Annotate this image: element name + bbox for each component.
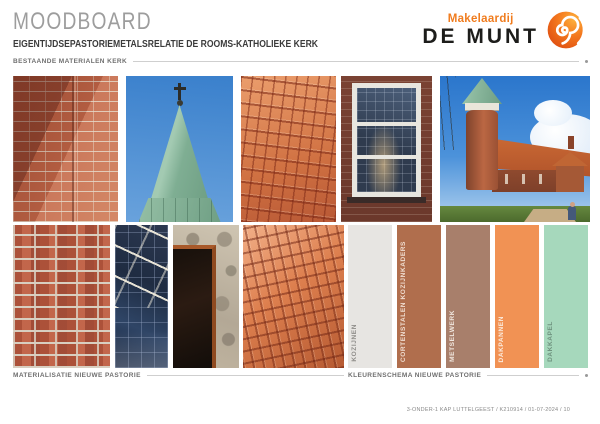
spire-base <box>139 198 221 222</box>
glazing-bars <box>115 225 168 308</box>
color-scheme-swatches <box>348 225 588 368</box>
section-rule-line <box>133 61 579 62</box>
church-windows <box>496 174 552 184</box>
section-label-colorscheme: KLEURENSCHEMA NIEUWE PASTORIE <box>348 371 482 379</box>
window-sill <box>347 197 426 203</box>
logo-de-munt-text: DE MUNT <box>422 24 539 48</box>
person <box>568 206 576 220</box>
swatch-label-dakpannen: DAKPANNEN <box>498 315 505 362</box>
glass-reflection <box>115 331 168 368</box>
section-label-materialisation: MATERIALISATIE NIEUWE PASTORIE <box>13 371 141 379</box>
logo-makelaardij-text: Makelaardij <box>447 12 514 25</box>
photo-red-brick-texture <box>13 225 110 368</box>
photo-leaded-window-brick-wall <box>341 76 432 222</box>
page-title: MOODBOARD <box>13 8 152 35</box>
swatch-label-metselwerk: METSELWERK <box>449 310 456 362</box>
section-existing-materials <box>13 57 588 65</box>
church-chimney <box>568 136 574 149</box>
round-brick-tower <box>466 110 498 190</box>
spiral-coin-icon <box>546 10 586 50</box>
section-rule-line <box>487 375 579 376</box>
company-logo <box>422 10 586 50</box>
spire-cone <box>146 105 214 199</box>
cross-icon <box>174 87 186 90</box>
tower-cone-roof <box>462 78 502 104</box>
section-colorscheme <box>348 371 588 379</box>
rule-end-marker <box>585 60 588 63</box>
window-mullion <box>357 122 416 126</box>
window-mullion <box>357 155 416 159</box>
photo-brick-chimney-corner <box>13 76 118 222</box>
swatch-label-cortenstalen-kozijnkaders: CORTENSTALEN KOZIJNKADERS <box>400 240 407 362</box>
annex-wall <box>556 166 584 192</box>
photo-church-round-tower <box>440 76 590 222</box>
swatch-dakkapel <box>544 225 588 368</box>
section-label-existing: BESTAANDE MATERIALEN KERK <box>13 57 128 65</box>
rule-end-marker <box>585 374 588 377</box>
page-subtitle: EIGENTIJDSEPASTORIEMETALSRELATIE DE ROOMS-KATHOLIEKE KERK <box>13 39 319 50</box>
bare-tree <box>440 76 456 150</box>
swatch-label-dakkapel: DAKKAPEL <box>547 321 554 362</box>
swatch-label-kozijnen: KOZIJNEN <box>351 324 358 362</box>
document-footer: 3-ONDER-1 KAP LUTTELGEEST / K210914 / 01-07-2024 / 10 <box>406 407 570 413</box>
door-opening <box>173 245 216 368</box>
photo-dark-leaded-glass <box>115 225 168 368</box>
swatch-kozijnen <box>348 225 392 368</box>
swatch-metselwerk <box>446 225 490 368</box>
section-materialisation <box>13 371 344 379</box>
person-head <box>570 202 575 207</box>
cross-icon <box>178 83 181 100</box>
cloud <box>534 100 572 126</box>
church-wall <box>492 170 556 192</box>
swatch-dakpannen <box>495 225 539 368</box>
window-frame <box>352 83 421 197</box>
photo-roof-tiles-diagonal <box>243 225 344 368</box>
photo-copper-church-spire <box>126 76 233 222</box>
photo-orange-roof-tiles <box>241 76 336 222</box>
section-rule-line <box>147 375 344 376</box>
logo-wordmark <box>422 13 539 48</box>
swatch-cortenstalen-kozijnkaders <box>397 225 441 368</box>
photo-corten-doorway-stone <box>173 225 239 368</box>
